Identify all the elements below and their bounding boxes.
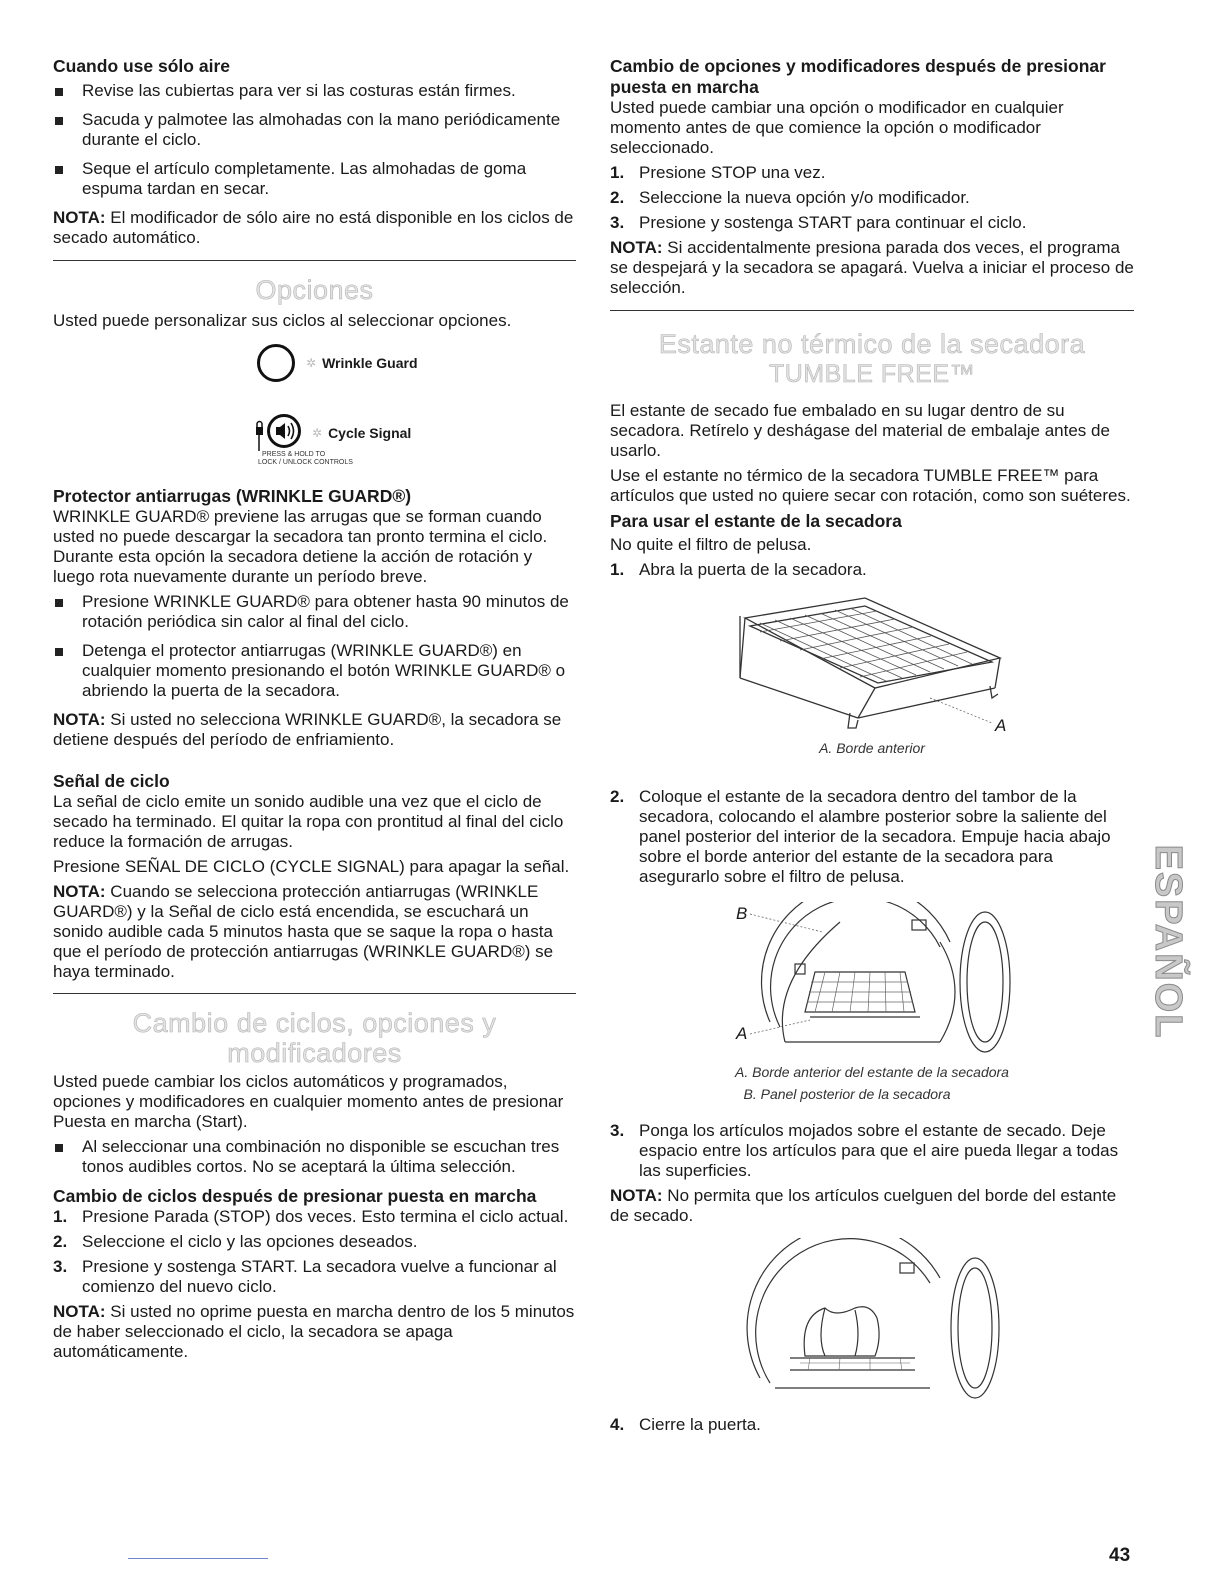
heading-senal: Señal de ciclo: [53, 771, 170, 791]
nota-protector: NOTA: Si usted no selecciona WRINKLE GUARD®, la secadora se detiene después del período de enfriamiento.: [53, 710, 562, 749]
step-item: 1. Presione Parada (STOP) dos veces. Esto termina el ciclo actual.: [53, 1207, 569, 1226]
step-item: 2. Coloque el estante de la secadora dentro del tambor de la secadora, colocando el alambre posterior sobre la saliente del panel posterior del interior de la secadora. Empuje hacia abajo sobre el borde anterior del estante de la secadora para asegurarlo sobre el filtro de pelusa.: [610, 787, 1111, 886]
list-item: Presione WRINKLE GUARD® para obtener hasta 90 minutos de rotación periódica sin calor al final del ciclo.: [53, 592, 576, 632]
figure-label-a: A: [736, 1024, 748, 1043]
step-item: 1. Abra la puerta de la secadora.: [610, 560, 867, 579]
items-on-rack-illustration: [610, 1238, 1134, 1408]
section-title-cambio: Cambio de ciclos, opciones y modificadores: [132, 1008, 497, 1068]
step-item: 2. Seleccione el ciclo y las opciones deseados.: [53, 1232, 418, 1251]
heading-cambio-ciclos: Cambio de ciclos después de presionar puesta en marcha: [53, 1186, 537, 1206]
left-column: [53, 56, 576, 1367]
wrinkle-guard-option: ✲ Wrinkle Guard: [256, 343, 576, 383]
nota-estante: NOTA: No permita que los artículos cuelguen del borde del estante de secado.: [610, 1186, 1117, 1225]
list-item: Sacuda y palmotee las almohadas con la mano periódicamente durante el ciclo.: [53, 110, 576, 150]
indicator-light-icon: ✲: [312, 426, 323, 440]
estante-p2: Use el estante no térmico de la secadora TUMBLE FREE™ para artículos que usted no quiere secar con rotación, como son suéteres.: [610, 466, 1131, 505]
footer-line: [128, 1558, 268, 1559]
right-column: [610, 56, 1134, 1440]
nota-solo-aire: NOTA: El modificador de sólo aire no está disponible en los ciclos de secado automático.: [53, 208, 574, 247]
nota-cambio: NOTA: Si usted no oprime puesta en marcha dentro de los 5 minutos de haber seleccionado el ciclo, la secadora se apaga automáticamente.: [53, 1302, 575, 1361]
cycle-signal-button-icon: [254, 413, 306, 453]
divider: [53, 993, 576, 994]
heading-cambio-opciones: Cambio de opciones y modificadores después de presionar puesta en marcha: [610, 56, 1106, 97]
heading-solo-aire: Cuando use sólo aire: [53, 56, 230, 76]
page-number: 43: [1109, 1545, 1131, 1566]
figure-caption-b: B. Panel posterior de la secadora: [743, 1086, 951, 1102]
indicator-light-icon: ✲: [306, 356, 317, 370]
protector-body: WRINKLE GUARD® previene las arrugas que se forman cuando usted no puede descargar la secadora tan pronto termina el ciclo. Durante esta opción la secadora detiene la acción de rotación y luego rota nuevamente durante un período breve.: [53, 507, 548, 586]
items-on-rack-figure: [610, 1238, 1134, 1408]
nota-senal: NOTA: Cuando se selecciona protección antiarrugas (WRINKLE GUARD®) y la Señal de ciclo está encendida, se escuchará un sonido audible cada 5 minutos hasta que se saque la ropa o hasta que el período de protección antiarrugas (WRINKLE GUARD®) se haya terminado.: [53, 882, 554, 981]
list-item: Al seleccionar una combinación no disponible se escuchan tres tonos audibles cortos. No se aceptará la última selección.: [53, 1137, 576, 1177]
cambio-opciones-intro: Usted puede cambiar una opción o modificador en cualquier momento antes de que comience la opción o modificador seleccionado.: [610, 98, 1064, 157]
divider: [53, 260, 576, 261]
language-tab: ESPAÑOL: [1147, 844, 1189, 1040]
cambio-intro: Usted puede cambiar los ciclos automáticos y programados, opciones y modificadores en cualquier momento antes de presionar Puesta en marcha (Start).: [53, 1072, 564, 1131]
step-item: 3. Presione y sostenga START. La secadora vuelve a funcionar al comienzo del nuevo ciclo.: [53, 1257, 557, 1296]
estante-p1: El estante de secado fue embalado en su lugar dentro de su secadora. Retírelo y deshágase del material de embalaje antes de usarlo.: [610, 401, 1110, 460]
figure-caption: A. Borde anterior: [819, 740, 925, 756]
divider: [610, 310, 1134, 311]
step-item: 2. Seleccione la nueva opción y/o modificador.: [610, 188, 970, 207]
senal-body-2: Presione SEÑAL DE CICLO (CYCLE SIGNAL) para apagar la señal.: [53, 857, 570, 876]
rack-in-drum-figure: [610, 902, 1134, 1057]
opciones-intro: Usted puede personalizar sus ciclos al seleccionar opciones.: [53, 311, 512, 330]
step-item: 1. Presione STOP una vez.: [610, 163, 826, 182]
step-item: 3. Presione y sostenga START para continuar el ciclo.: [610, 213, 1027, 232]
heading-protector: Protector antiarrugas (WRINKLE GUARD®): [53, 486, 412, 506]
senal-body-1: La señal de ciclo emite un sonido audible una vez que el ciclo de secado ha terminado. El quitar la ropa con prontitud al final del ciclo reduce la formación de arrugas.: [53, 792, 564, 851]
list-item: Revise las cubiertas para ver si las costuras están firmes.: [53, 81, 576, 101]
section-title-estante: Estante no térmico de la secadora TUMBLE FREE™: [658, 329, 1086, 388]
no-quite-text: No quite el filtro de pelusa.: [610, 535, 812, 554]
figure-label-a: A: [995, 716, 1007, 735]
list-item: Seque el artículo completamente. Las almohadas de goma espuma tardan en secar.: [53, 159, 576, 199]
dryer-drum-illustration: [610, 902, 1134, 1057]
rack-figure: [610, 588, 1134, 758]
step-item: 3. Ponga los artículos mojados sobre el estante de secado. Deje espacio entre los artículos para que el aire pueda llegar a todas las superficies.: [610, 1121, 1119, 1180]
wrinkle-guard-button-icon: [256, 343, 296, 383]
step-item: 4. Cierre la puerta.: [610, 1415, 761, 1434]
cycle-signal-option: ✲ Cycle Signal: [254, 413, 576, 453]
heading-para-usar: Para usar el estante de la secadora: [610, 511, 902, 531]
list-item: Detenga el protector antiarrugas (WRINKLE GUARD®) en cualquier momento presionando el botón WRINKLE GUARD® o abriendo la puerta de la secadora.: [53, 641, 576, 701]
nota-cambio-opciones: NOTA: Si accidentalmente presiona parada dos veces, el programa se despejará y la secadora se apagará. Vuelva a iniciar el proceso de selección.: [610, 238, 1134, 297]
section-title-opciones: Opciones: [255, 275, 374, 305]
lock-instruction: PRESS & HOLD TO LOCK / UNLOCK CONTROLS: [258, 451, 353, 466]
drying-rack-illustration: [610, 588, 1134, 758]
figure-caption-a: A. Borde anterior del estante de la secadora: [735, 1064, 1009, 1080]
figure-label-b: B: [736, 904, 748, 923]
